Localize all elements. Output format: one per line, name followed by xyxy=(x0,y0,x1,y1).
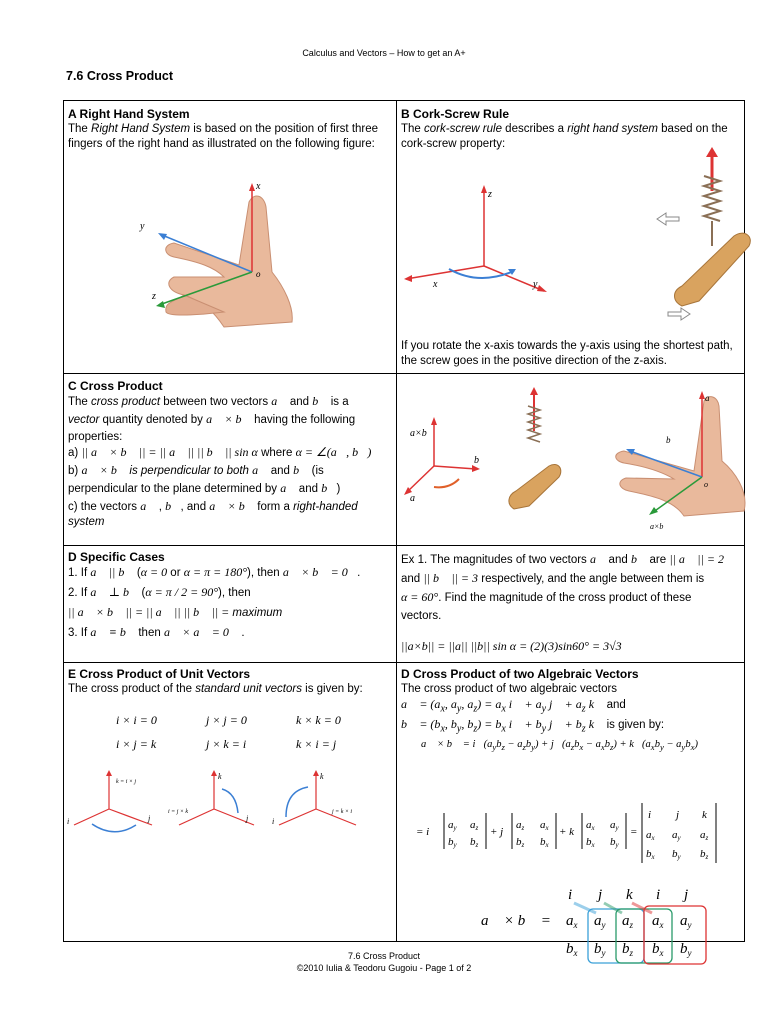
svg-text:az: az xyxy=(700,829,709,842)
cell-text: The cork-screw rule describes a right hand system based on the cork-screw property: xyxy=(401,123,728,150)
cell-algebraic-vectors: D Cross Product of two Algebraic Vectors The cross product of two algebraic vectors a⃗ = ($a_x$, $a_y$, $a_z) = a_x$ i⃗ + $a_y$ j⃗ + $a_z$ k⃗ and b⃗ = ($b_x$, $b_y$, $b_z) = b_x$ i⃗ + $b_y$ j⃗ + $b_z$ k⃗ is given by: a⃗ × b⃗ = $i⃗(a_yb_z - a_zb_y)$ + $j⃗(a_zb_x - a_xb_z)$ + $k⃗(a_xb_y - a_yb_x)$ xyxy=(397,664,743,762)
svg-text:+ k⃗: + k⃗ xyxy=(559,826,583,838)
example-result: ||a×b|| = ||a|| ||b|| sin α = (2)(3)sin60° = 3√3 xyxy=(401,639,622,653)
cell-heading: D Specific Cases xyxy=(68,550,165,564)
cross-product-figure xyxy=(404,391,744,541)
svg-text:ax: $a_x$ xyxy=(652,913,664,930)
footer-copyright: ©2010 Iulia & Teodoru Gugoiu - Page 1 of 2 xyxy=(296,963,472,973)
svg-text:a: a xyxy=(705,393,710,403)
unit-product-ij: i × j = k xyxy=(116,737,157,751)
cell-heading: D Cross Product of two Algebraic Vectors xyxy=(401,667,639,681)
caption-i: i = j × k xyxy=(168,809,189,815)
caption-j: j = k × i xyxy=(332,809,353,815)
section-title: 7.6 Cross Product xyxy=(66,69,173,83)
origin-label: o xyxy=(704,480,708,489)
cell-text: The Right Hand System is based on the position of first three fingers of the right hand as illustrated on the following figure: xyxy=(68,123,379,150)
page-header: Calculus and Vectors – How to get an A+ xyxy=(302,48,466,58)
label-axb: a×b xyxy=(410,428,427,439)
cell-example-1: Ex 1. The magnitudes of two vectors a⃗ and b⃗ are || a⃗ || = 2 and || b⃗ || = 3 respectively, and the angle between them is α = 60°. Find the magnitude of the cross product of these vectors. ||a×b|| = ||a|| ||b|| sin α = (2)(3)sin60° = 3√3 xyxy=(397,547,743,658)
svg-text:k⃗: k⃗ xyxy=(702,809,716,821)
svg-text:a⃗ × b⃗ =: a⃗ × b⃗ = xyxy=(481,913,551,929)
svg-text:by: by xyxy=(448,836,457,849)
label-a: a xyxy=(410,493,415,504)
footer-title: 7.6 Cross Product xyxy=(347,951,421,961)
axis-label-x: x xyxy=(256,181,261,192)
unit-vector-figures xyxy=(64,769,394,849)
label-b: b xyxy=(474,455,479,466)
svg-text:ax: $a_x$ xyxy=(566,913,578,930)
svg-text:a×b: a×b xyxy=(650,522,664,531)
svg-text:k: k xyxy=(218,772,222,781)
grid-divider-2 xyxy=(64,545,744,546)
svg-text:az: $a_z$ xyxy=(622,913,634,930)
svg-text:ay: ay xyxy=(672,829,681,842)
svg-text:by: by xyxy=(610,836,619,849)
svg-text:j: j xyxy=(148,814,151,823)
grid-divider-3 xyxy=(64,662,744,663)
svg-text:ay: ay xyxy=(448,819,457,832)
svg-text:i⃗: i⃗ xyxy=(648,809,660,821)
svg-text:bx: bx xyxy=(540,836,549,849)
page-footer xyxy=(0,950,768,974)
svg-text:+ j⃗: + j⃗ xyxy=(490,826,512,838)
cell-specific-cases: D Specific Cases 1. If a⃗ || b⃗ (α = 0 or α = π = 180°), then a⃗ × b⃗ = 0⃗. 2. If a⃗ ⊥ b⃗ (α = π / 2 = 90°), then || a⃗ × b⃗ || = || a⃗ || || b⃗ || = maximum 3. If a⃗ ≡ b⃗ then a⃗ × a⃗ = 0⃗ . xyxy=(64,547,396,648)
cell-cork-screw-rule xyxy=(397,104,743,155)
cork-screw-figure xyxy=(404,151,744,321)
svg-text:i⃗: i⃗ xyxy=(656,887,672,903)
grid-divider-1 xyxy=(64,373,744,374)
svg-text:i: i xyxy=(272,817,275,826)
svg-text:bx: $b_x$ xyxy=(652,941,664,958)
axis-label-z: z xyxy=(488,189,492,200)
svg-text:i⃗: i⃗ xyxy=(568,887,584,903)
cork-screw-explanation: If you rotate the x-axis towards the y-axis using the shortest path, the screw goes in the positive direction of the z-axis. xyxy=(401,340,733,367)
svg-text:j: j xyxy=(246,814,249,823)
cell-heading: C Cross Product xyxy=(68,379,163,393)
origin-label: o xyxy=(256,269,261,279)
svg-text:by: $b_y$ xyxy=(594,941,606,958)
svg-text:b: b xyxy=(666,435,671,445)
axis-label-x: x xyxy=(433,279,438,290)
axis-label-y: y xyxy=(140,221,145,232)
svg-text:=: = xyxy=(630,826,638,838)
cell-cross-product: C Cross Product The cross product between two vectors a⃗ and b⃗ is a vector quantity denoted by a⃗ × b⃗ having the following properties: a) || a⃗ × b⃗ || = || a⃗ || || b⃗ || sin α where α = ∠(a⃗, b⃗) b) a⃗ × b⃗ is perpendicular to both a⃗ and b⃗ (is perpendicular to the plane determined by a⃗ and b⃗) c) the vectors a⃗ , b⃗, and a⃗ × b⃗ form a right-handed system xyxy=(64,376,396,520)
unit-product-kk: k × k = 0 xyxy=(296,713,341,727)
cell-heading: E Cross Product of Unit Vectors xyxy=(68,667,251,681)
svg-text:= i⃗: = i⃗ xyxy=(416,826,438,838)
unit-product-jk: j × k = i xyxy=(206,737,247,751)
svg-text:bx: bx xyxy=(586,836,595,849)
svg-text:i: i xyxy=(67,817,70,826)
unit-product-jj: j × j = 0 xyxy=(206,713,247,727)
svg-text:ax: ax xyxy=(540,819,549,832)
unit-product-ki: k × i = j xyxy=(296,737,337,751)
cell-heading: B Cork-Screw Rule xyxy=(401,107,510,121)
caption-k: k = i × j xyxy=(116,779,137,785)
svg-text:bz: bz xyxy=(700,848,709,861)
axis-label-y: y xyxy=(533,279,538,290)
grid-divider-vertical xyxy=(396,101,397,941)
svg-text:j⃗: j⃗ xyxy=(598,887,614,903)
svg-text:j⃗: j⃗ xyxy=(676,809,688,821)
svg-text:ay: $a_y$ xyxy=(594,913,606,930)
cell-heading: A Right Hand System xyxy=(68,107,190,121)
determinant-figure xyxy=(416,773,746,958)
svg-text:j⃗: j⃗ xyxy=(684,887,700,903)
svg-text:bz: bz xyxy=(516,836,525,849)
cell-right-hand-system xyxy=(64,104,396,155)
svg-text:bx: bx xyxy=(646,848,655,861)
right-hand-figure xyxy=(140,177,324,327)
axis-label-z: z xyxy=(152,291,156,302)
svg-text:ax: ax xyxy=(586,819,595,832)
svg-text:by: $b_y$ xyxy=(680,941,692,958)
svg-text:by: by xyxy=(672,848,681,861)
svg-text:az: az xyxy=(470,819,479,832)
svg-text:az: az xyxy=(516,819,525,832)
svg-text:k: k xyxy=(320,772,324,781)
cell-unit-vectors: E Cross Product of Unit Vectors The cross product of the standard unit vectors is given by: xyxy=(64,664,396,700)
svg-text:k⃗: k⃗ xyxy=(626,887,645,903)
svg-text:ay: $a_y$ xyxy=(680,913,692,930)
svg-text:ax: ax xyxy=(646,829,655,842)
svg-text:bz: $b_z$ xyxy=(622,941,634,958)
svg-text:bx: $b_x$ xyxy=(566,941,578,958)
unit-product-ii: i × i = 0 xyxy=(116,713,157,727)
svg-text:bz: bz xyxy=(470,836,479,849)
svg-text:ay: ay xyxy=(610,819,619,832)
